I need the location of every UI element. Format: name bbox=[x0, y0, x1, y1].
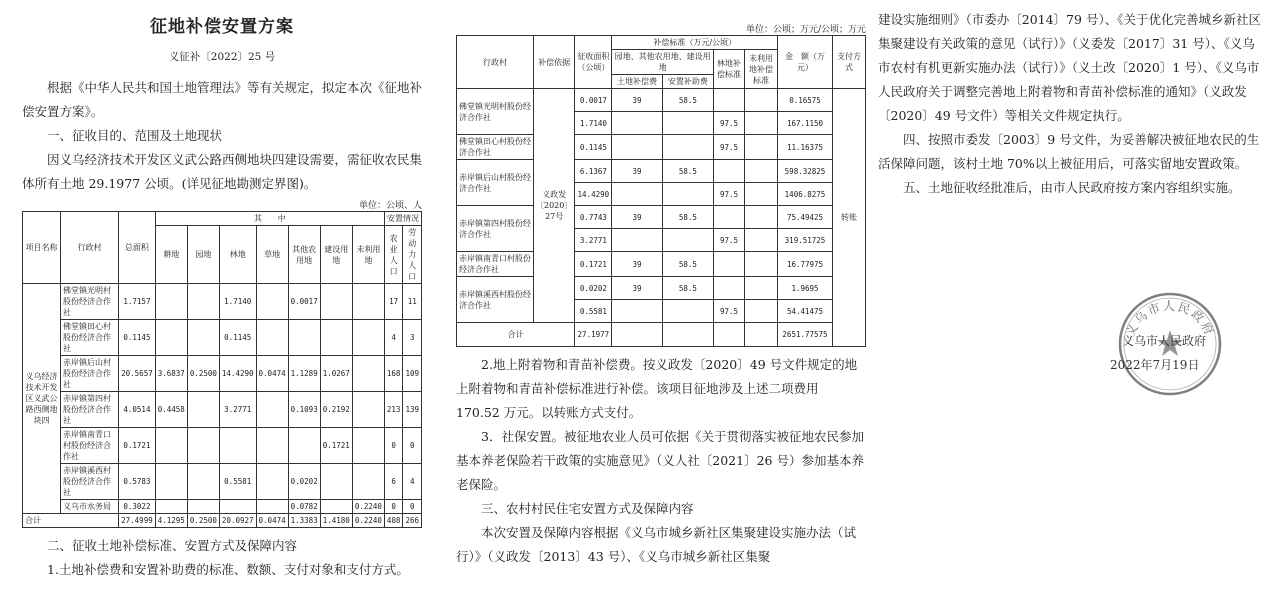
total-unused: 0.2240 bbox=[352, 514, 384, 528]
total-agri: 408 bbox=[384, 514, 403, 528]
th-agri-pop: 农业人口 bbox=[384, 226, 403, 284]
pay-method-cell: 转账 bbox=[833, 89, 866, 347]
th-unused: 未利用地 bbox=[352, 226, 384, 284]
th2-resettle-fee: 安置补助费 bbox=[662, 75, 713, 89]
th-labor-pop: 劳动力人口 bbox=[403, 226, 422, 284]
cell-build bbox=[320, 284, 352, 320]
cell-forest: 97.5 bbox=[714, 229, 745, 252]
table-row bbox=[457, 89, 866, 112]
cell-resettle bbox=[662, 112, 713, 135]
village-cell: 赤岸镇溪西村股份经济合作社 bbox=[61, 464, 119, 500]
table-row bbox=[23, 356, 422, 392]
cell-resettle: 58.5 bbox=[662, 277, 713, 300]
cell-agri: 0 bbox=[384, 428, 403, 464]
cell-arable bbox=[155, 500, 187, 514]
th2-standard: 补偿标准（万元/公顷） bbox=[612, 36, 778, 50]
th2-amount: 金 额（万元） bbox=[778, 36, 833, 89]
cell-total: 0.3022 bbox=[119, 500, 156, 514]
total-grass: 0.0474 bbox=[256, 514, 288, 528]
cell-unused bbox=[352, 428, 384, 464]
th-resettle: 安置情况 bbox=[384, 212, 421, 226]
cell-forest bbox=[219, 500, 256, 514]
total-labor: 266 bbox=[403, 514, 422, 528]
table2-unit: 单位：公顷；万元/公顷；万元 bbox=[745, 25, 866, 35]
th-grass: 草地 bbox=[256, 226, 288, 284]
cell-area: 0.5581 bbox=[575, 300, 612, 323]
section2-heading: 二、征收土地补偿标准、安置方式及保障内容 bbox=[47, 538, 298, 553]
cell-unused bbox=[745, 300, 778, 323]
cell-garden: 0.2500 bbox=[187, 356, 219, 392]
cell-labor: 0 bbox=[403, 428, 422, 464]
table-row bbox=[23, 392, 422, 428]
village-cell: 赤岸镇后山村股份经济合作社 bbox=[61, 356, 119, 392]
village-cell: 赤岸镇南青口村股份经济合作社 bbox=[61, 428, 119, 464]
cell-resettle: 58.5 bbox=[662, 160, 713, 183]
cell-build bbox=[320, 464, 352, 500]
empty-cell bbox=[662, 323, 713, 347]
total-amount: 2651.77575 bbox=[778, 323, 833, 347]
th2-land-fee: 土地补偿费 bbox=[612, 75, 662, 89]
cell-area: 0.1145 bbox=[575, 135, 612, 160]
table-row bbox=[23, 320, 422, 356]
cell-forest: 97.5 bbox=[714, 300, 745, 323]
cell-total: 0.1721 bbox=[119, 428, 156, 464]
th2-basis: 补偿依据 bbox=[534, 36, 575, 89]
cell-labor: 3 bbox=[403, 320, 422, 356]
cell-grass bbox=[256, 320, 288, 356]
total-other: 1.3383 bbox=[288, 514, 320, 528]
section2-p3: 3．社保安置。被征地农业人员可依据《关于贯彻落实被征地农民参加基本养老保险若干政策的实施意见》（义人社〔2021〕26 号）参加基本养老保险。 bbox=[456, 429, 864, 492]
table-row bbox=[457, 206, 866, 229]
cell-arable bbox=[155, 320, 187, 356]
total-label: 合计 bbox=[457, 323, 575, 347]
cell-other bbox=[288, 320, 320, 356]
cell-resettle bbox=[662, 229, 713, 252]
intro-paragraph: 根据《中华人民共和国土地管理法》等有关规定，拟定本次《征地补偿安置方案》。 bbox=[22, 80, 422, 119]
cell-grass bbox=[256, 284, 288, 320]
village-cell: 佛堂镇田心村股份经济合作社 bbox=[61, 320, 119, 356]
cell-garden bbox=[187, 428, 219, 464]
table-row bbox=[23, 428, 422, 464]
cell-land bbox=[612, 183, 662, 206]
table-row bbox=[457, 277, 866, 300]
village-cell: 赤岸镇后山村股份经济合作社 bbox=[457, 160, 534, 206]
cell-amount: 167.1150 bbox=[778, 112, 833, 135]
village-cell: 义乌市水务局 bbox=[61, 500, 119, 514]
cell-garden bbox=[187, 464, 219, 500]
cell-garden bbox=[187, 392, 219, 428]
cell-agri: 17 bbox=[384, 284, 403, 320]
village-cell: 赤岸镇第四村股份经济合作社 bbox=[457, 206, 534, 252]
table-row bbox=[23, 464, 422, 500]
cell-area: 1.7140 bbox=[575, 112, 612, 135]
village-cell: 赤岸镇南青口村股份经济合作社 bbox=[457, 252, 534, 277]
section1-heading: 一、征收目的、范围及土地现状 bbox=[47, 128, 223, 143]
cell-grass bbox=[256, 500, 288, 514]
signing-organization: 义乌市人民政府 bbox=[1122, 334, 1207, 348]
cell-forest: 97.5 bbox=[714, 183, 745, 206]
cell-build bbox=[320, 320, 352, 356]
cell-forest: 0.5581 bbox=[219, 464, 256, 500]
page-right bbox=[878, 0, 1262, 601]
cell-total: 0.1145 bbox=[119, 320, 156, 356]
cell-area: 0.0202 bbox=[575, 277, 612, 300]
cell-forest bbox=[714, 89, 745, 112]
cell-garden bbox=[187, 284, 219, 320]
land-area-table bbox=[22, 211, 422, 528]
total-forest: 20.0927 bbox=[219, 514, 256, 528]
table1-unit: 单位：公顷、人 bbox=[358, 201, 422, 211]
cell-resettle bbox=[662, 135, 713, 160]
cell-area: 0.7743 bbox=[575, 206, 612, 229]
cell-build: 0.2192 bbox=[320, 392, 352, 428]
total-row bbox=[457, 323, 866, 347]
section3-continued: 建设实施细则》（市委办〔2014〕79 号）、《关于优化完善城乡新社区集聚建设有关政策的意见（试行）》（义委发〔2017〕31 号）、《义乌市农村有机更新实施办法（试行）》（义土改〔2020〕1 号）、《义乌市人民政府关于调整完善地上附着物和青苗补偿标准的通知》（义政发〔2020〕49 号文件）等相关文件规定执行。 bbox=[878, 12, 1261, 123]
cell-amount: 11.16375 bbox=[778, 135, 833, 160]
cell-agri: 6 bbox=[384, 464, 403, 500]
th-total: 总面积 bbox=[119, 212, 156, 284]
cell-arable bbox=[155, 428, 187, 464]
cell-total: 4.0514 bbox=[119, 392, 156, 428]
section1-body: 因义乌经济技术开发区义武公路西侧地块四建设需要，需征收农民集体所有土地 29.1977 公顷。(详见征地勘测定界图)。 bbox=[22, 152, 422, 191]
cell-forest: 1.7140 bbox=[219, 284, 256, 320]
cell-resettle: 58.5 bbox=[662, 89, 713, 112]
cell-forest bbox=[714, 277, 745, 300]
table-row bbox=[457, 135, 866, 160]
cell-agri: 213 bbox=[384, 392, 403, 428]
cell-amount: 598.32825 bbox=[778, 160, 833, 183]
cell-forest: 3.2771 bbox=[219, 392, 256, 428]
compensation-table bbox=[456, 35, 866, 347]
village-cell: 赤岸镇第四村股份经济合作社 bbox=[61, 392, 119, 428]
th2-unused: 未利用地补偿标准 bbox=[745, 50, 778, 89]
page-middle bbox=[456, 0, 866, 601]
cell-unused bbox=[745, 112, 778, 135]
th-garden: 园地 bbox=[187, 226, 219, 284]
basis-cell: 义政发〔2020〕27号 bbox=[534, 89, 575, 323]
cell-forest bbox=[714, 206, 745, 229]
total-row bbox=[23, 514, 422, 528]
doc-title: 征地补偿安置方案 bbox=[150, 17, 294, 37]
total-total: 27.4999 bbox=[119, 514, 156, 528]
th-forest: 林地 bbox=[219, 226, 256, 284]
cell-other: 0.0017 bbox=[288, 284, 320, 320]
village-cell: 佛堂镇光明村股份经济合作社 bbox=[457, 89, 534, 135]
project-name-cell: 义乌经济技术开发区义武公路西侧地块四 bbox=[23, 284, 61, 514]
cell-land: 39 bbox=[612, 277, 662, 300]
cell-unused bbox=[352, 284, 384, 320]
th2-pay: 支付方式 bbox=[833, 36, 866, 89]
cell-unused bbox=[352, 320, 384, 356]
cell-amount: 16.77975 bbox=[778, 252, 833, 277]
section2-p2: 2.地上附着物和青苗补偿费。按义政发〔2020〕49 号文件规定的地上附着物和青苗补偿标准进行补偿。该项目征地涉及上述二项费用 170.52 万元。以转账方式支付。 bbox=[456, 357, 858, 420]
cell-forest: 97.5 bbox=[714, 135, 745, 160]
cell-unused bbox=[745, 277, 778, 300]
page-left bbox=[22, 0, 422, 601]
cell-build: 1.0267 bbox=[320, 356, 352, 392]
cell-arable bbox=[155, 284, 187, 320]
cell-unused bbox=[352, 356, 384, 392]
cell-forest: 0.1145 bbox=[219, 320, 256, 356]
cell-other bbox=[288, 428, 320, 464]
total-arable: 4.1295 bbox=[155, 514, 187, 528]
cell-labor: 11 bbox=[403, 284, 422, 320]
cell-forest: 97.5 bbox=[714, 112, 745, 135]
cell-area: 0.0017 bbox=[575, 89, 612, 112]
section5: 五、土地征收经批准后，由市人民政府按方案内容组织实施。 bbox=[903, 180, 1241, 195]
cell-labor: 139 bbox=[403, 392, 422, 428]
th2-forest: 林地补偿标准 bbox=[714, 50, 745, 89]
cell-land bbox=[612, 135, 662, 160]
cell-build bbox=[320, 500, 352, 514]
section4: 四、按照市委发〔2003〕9 号文件，为妥善解决被征地农民的生活保障问题，该村土地 70%以上被征用后，可落实留地安置政策。 bbox=[878, 132, 1260, 171]
cell-arable: 0.4458 bbox=[155, 392, 187, 428]
cell-amount: 319.51725 bbox=[778, 229, 833, 252]
cell-garden bbox=[187, 500, 219, 514]
cell-amount: 75.49425 bbox=[778, 206, 833, 229]
total-area: 27.1977 bbox=[575, 323, 612, 347]
cell-arable bbox=[155, 464, 187, 500]
section2-p1: 1.土地补偿费和安置补助费的标准、数额、支付对象和支付方式。 bbox=[47, 562, 409, 577]
table-row bbox=[23, 500, 422, 514]
table-row bbox=[23, 284, 422, 320]
cell-garden bbox=[187, 320, 219, 356]
doc-number: 义征补〔2022〕25 号 bbox=[168, 51, 276, 63]
cell-land: 39 bbox=[612, 160, 662, 183]
cell-area: 14.4290 bbox=[575, 183, 612, 206]
cell-agri: 4 bbox=[384, 320, 403, 356]
total-build: 1.4180 bbox=[320, 514, 352, 528]
cell-build: 0.1721 bbox=[320, 428, 352, 464]
cell-amount: 54.41475 bbox=[778, 300, 833, 323]
cell-total: 20.5657 bbox=[119, 356, 156, 392]
section3-heading: 三、农村村民住宅安置方式及保障内容 bbox=[481, 501, 694, 516]
cell-grass bbox=[256, 464, 288, 500]
cell-agri: 168 bbox=[384, 356, 403, 392]
cell-land bbox=[612, 229, 662, 252]
stamp-text: 义乌市人民政府 bbox=[1123, 299, 1217, 339]
th-construction: 建设用地 bbox=[320, 226, 352, 284]
signing-date: 2022年7月19日 bbox=[1110, 358, 1200, 372]
cell-agri: 0 bbox=[384, 500, 403, 514]
total-garden: 0.2500 bbox=[187, 514, 219, 528]
cell-labor: 0 bbox=[403, 500, 422, 514]
cell-unused bbox=[745, 229, 778, 252]
cell-forest: 14.4290 bbox=[219, 356, 256, 392]
land-area-table-body bbox=[23, 284, 422, 528]
cell-forest bbox=[714, 252, 745, 277]
cell-total: 1.7157 bbox=[119, 284, 156, 320]
cell-other: 1.1289 bbox=[288, 356, 320, 392]
compensation-table-body bbox=[457, 89, 866, 347]
cell-grass bbox=[256, 428, 288, 464]
cell-resettle bbox=[662, 183, 713, 206]
cell-unused: 0.2240 bbox=[352, 500, 384, 514]
cell-other: 0.1093 bbox=[288, 392, 320, 428]
cell-unused bbox=[745, 160, 778, 183]
cell-amount: 1406.8275 bbox=[778, 183, 833, 206]
th-village: 行政村 bbox=[61, 212, 119, 284]
cell-area: 3.2771 bbox=[575, 229, 612, 252]
cell-land: 39 bbox=[612, 252, 662, 277]
village-cell: 赤岸镇溪西村股份经济合作社 bbox=[457, 277, 534, 323]
cell-land: 39 bbox=[612, 89, 662, 112]
cell-amount: 0.16575 bbox=[778, 89, 833, 112]
cell-unused bbox=[745, 89, 778, 112]
cell-forest bbox=[714, 160, 745, 183]
th-other-agri: 其他农用地 bbox=[288, 226, 320, 284]
cell-unused bbox=[745, 206, 778, 229]
table-row bbox=[457, 160, 866, 183]
cell-amount: 1.9695 bbox=[778, 277, 833, 300]
cell-land bbox=[612, 112, 662, 135]
cell-area: 6.1367 bbox=[575, 160, 612, 183]
cell-unused bbox=[745, 183, 778, 206]
empty-cell bbox=[714, 323, 745, 347]
cell-arable: 3.6837 bbox=[155, 356, 187, 392]
cell-resettle: 58.5 bbox=[662, 206, 713, 229]
th2-village: 行政村 bbox=[457, 36, 534, 89]
cell-labor: 109 bbox=[403, 356, 422, 392]
cell-labor: 4 bbox=[403, 464, 422, 500]
village-cell: 佛堂镇田心村股份经济合作社 bbox=[457, 135, 534, 160]
cell-unused bbox=[745, 135, 778, 160]
total-label: 合计 bbox=[23, 514, 119, 528]
empty-cell bbox=[745, 323, 778, 347]
cell-land: 39 bbox=[612, 206, 662, 229]
cell-resettle bbox=[662, 300, 713, 323]
cell-other: 0.0782 bbox=[288, 500, 320, 514]
cell-area: 0.1721 bbox=[575, 252, 612, 277]
th-project: 项目名称 bbox=[23, 212, 61, 284]
section3-body: 本次安置及保障内容根据《义乌市城乡新社区集聚建设实施办法（试行）》（义政发〔2013〕43 号）、《义乌市城乡新社区集聚 bbox=[456, 525, 857, 564]
cell-total: 0.5783 bbox=[119, 464, 156, 500]
empty-cell bbox=[612, 323, 662, 347]
th2-area: 征收面积（公顷） bbox=[575, 36, 612, 89]
cell-other: 0.0202 bbox=[288, 464, 320, 500]
village-cell: 佛堂镇光明村股份经济合作社 bbox=[61, 284, 119, 320]
cell-forest bbox=[219, 428, 256, 464]
th2-group: 园地、其他农用地、建设用地 bbox=[612, 50, 714, 75]
th-arable: 耕地 bbox=[155, 226, 187, 284]
cell-unused bbox=[352, 392, 384, 428]
table-row bbox=[457, 252, 866, 277]
cell-resettle: 58.5 bbox=[662, 252, 713, 277]
th-among: 其 中 bbox=[155, 212, 384, 226]
cell-grass bbox=[256, 392, 288, 428]
cell-unused bbox=[745, 252, 778, 277]
cell-land bbox=[612, 300, 662, 323]
cell-grass: 0.0474 bbox=[256, 356, 288, 392]
cell-unused bbox=[352, 464, 384, 500]
